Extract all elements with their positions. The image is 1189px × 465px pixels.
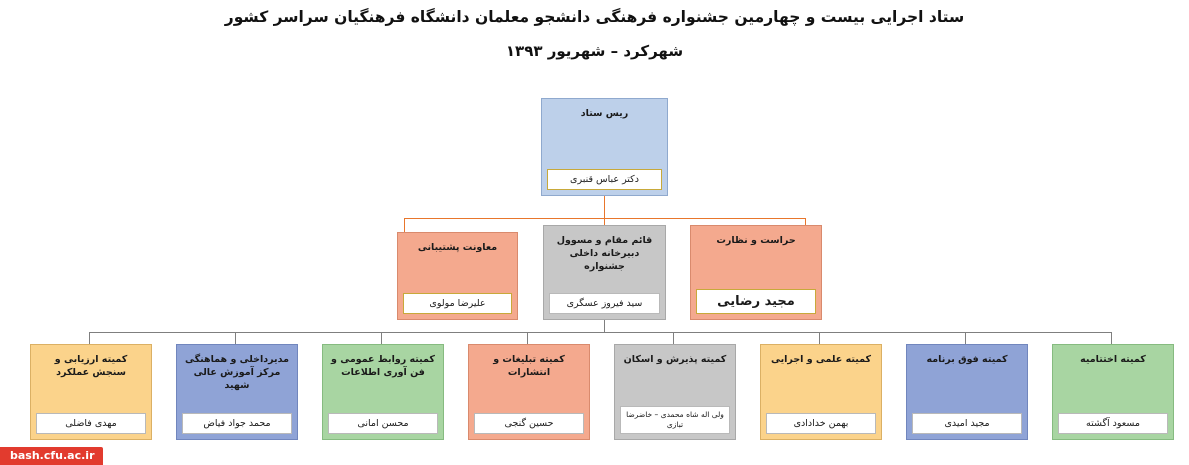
node-name: محسن امانی <box>328 413 438 434</box>
node-name: مهدی فاضلی <box>36 413 146 434</box>
node-committee-evaluation[interactable] <box>30 344 152 440</box>
connector-to-c8 <box>1111 332 1112 344</box>
connector-to-c3 <box>381 332 382 344</box>
connector-root-down <box>604 196 605 218</box>
connector-to-support <box>404 218 405 232</box>
node-name: بهمن خدادادی <box>766 413 876 434</box>
node-role: کمیته فوق برنامه <box>926 354 1008 365</box>
page-title-block <box>0 6 1189 60</box>
node-role: کمیته ارزیابی و سنجش عملکرد <box>54 354 128 378</box>
connector-to-c4 <box>527 332 528 344</box>
site-url-watermark: bash.cfu.ac.ir <box>0 447 103 465</box>
page-subtitle: شهرکرد – شهریور ۱۳۹۳ <box>505 42 684 60</box>
node-role: کمیته روابط عمومی و فن آوری اطلاعات <box>331 354 435 378</box>
node-chief-of-staff[interactable] <box>541 98 668 196</box>
node-name: مسعود آگشته <box>1058 413 1168 434</box>
connector-deputy-down <box>604 320 605 332</box>
node-protection-supervision[interactable] <box>690 225 822 320</box>
node-internal-manager[interactable] <box>176 344 298 440</box>
connector-to-c1 <box>89 332 90 344</box>
node-role: معاونت پشتیبانی <box>417 242 498 253</box>
node-name: حسین گنجی <box>474 413 584 434</box>
node-support-deputy[interactable] <box>397 232 518 320</box>
node-role: کمیته پذیرش و اسکان <box>623 354 727 365</box>
node-deputy-secretariat[interactable] <box>543 225 666 320</box>
node-name: مجید امیدی <box>912 413 1022 434</box>
connector-to-c7 <box>965 332 966 344</box>
node-committee-closing[interactable] <box>1052 344 1174 440</box>
connector-to-c6 <box>819 332 820 344</box>
node-role: کمیته اختتامیه <box>1080 354 1146 365</box>
node-name: سید فیروز عسگری <box>549 293 660 314</box>
node-name: ولی اله شاه محمدی – خاضرضا تبازی <box>620 406 730 434</box>
node-role: مدیرداخلی و هماهنگی مرکز آموزش عالی شهید <box>185 354 289 391</box>
node-name: مجید رضایی <box>696 289 816 314</box>
node-committee-public-relations[interactable] <box>322 344 444 440</box>
node-committee-reception[interactable] <box>614 344 736 440</box>
node-name: دکتر عباس قنبری <box>547 169 662 190</box>
node-committee-scientific[interactable] <box>760 344 882 440</box>
page-title: ستاد اجرایی بیست و چهارمین جشنواره فرهنگی دانشجو معلمان دانشگاه فرهنگیان سراسر کشور <box>224 8 965 26</box>
node-committee-extracurricular[interactable] <box>906 344 1028 440</box>
node-role: ریس ستاد <box>580 108 629 119</box>
connector-level2-bus <box>89 332 1111 333</box>
node-name: علیرضا مولوی <box>403 293 512 314</box>
connector-to-c5 <box>673 332 674 344</box>
connector-to-c2 <box>235 332 236 344</box>
node-role: حراست و نظارت <box>716 235 796 246</box>
node-committee-advertising[interactable] <box>468 344 590 440</box>
node-role: قائم مقام و مسوول دبیرخانه داخلی جشنواره <box>556 235 653 272</box>
node-role: کمیته تبلیغات و انتشارات <box>493 354 565 378</box>
node-role: کمیته علمی و اجرایی <box>770 354 872 365</box>
node-name: محمد جواد فیاض <box>182 413 292 434</box>
